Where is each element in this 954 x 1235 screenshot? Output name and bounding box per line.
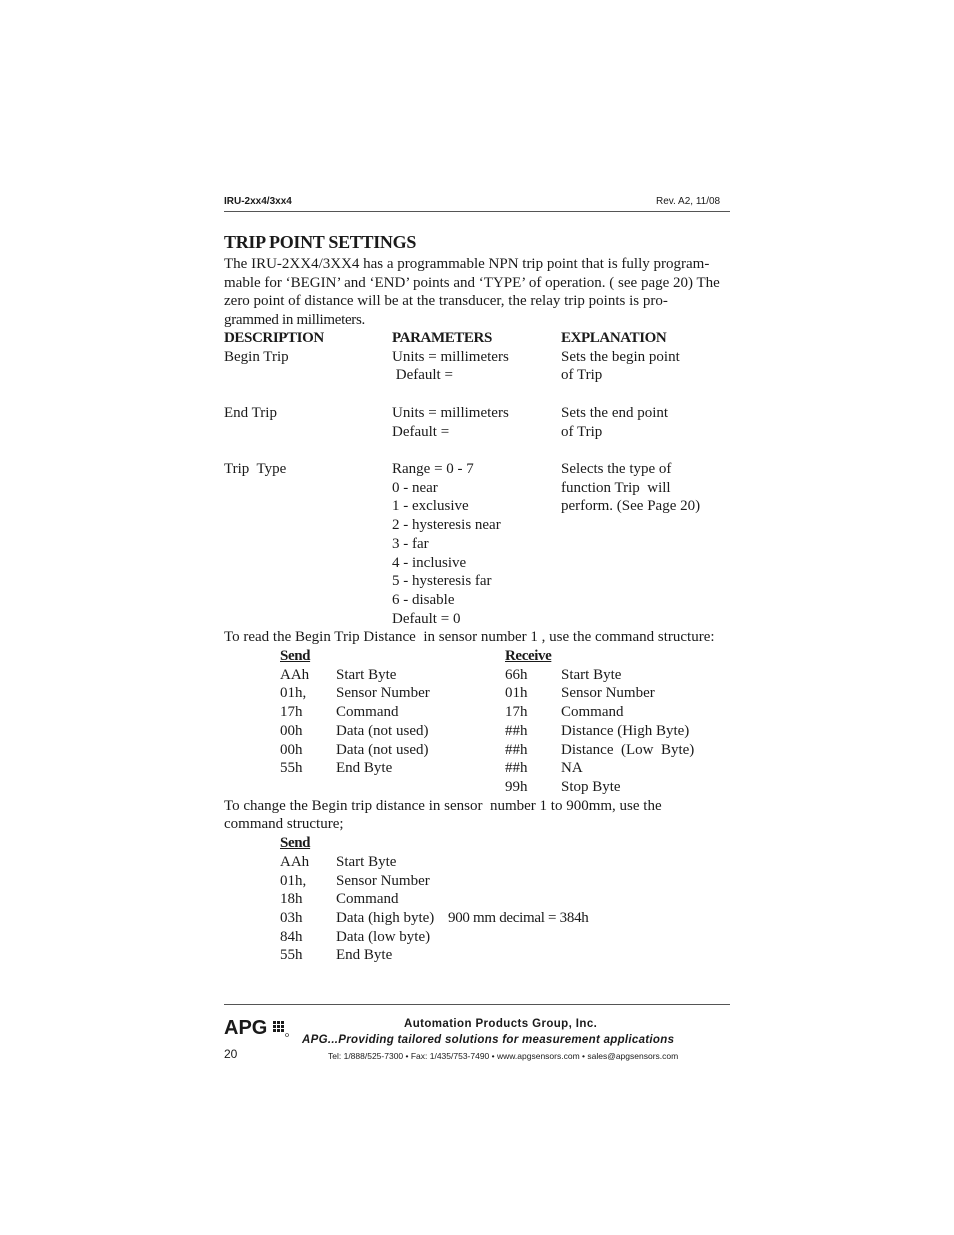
logo-text: APG: [224, 1017, 268, 1038]
section-title: TRIP POINT SETTINGS: [224, 232, 417, 252]
revision: Rev. A2, 11/08: [656, 196, 721, 207]
row-begin-expl: Sets the begin point: [561, 349, 680, 365]
row-begin-expl: of Trip: [561, 367, 603, 383]
company-name: Automation Products Group, Inc.: [404, 1018, 598, 1030]
intro-line: The IRU-2XX4/3XX4 has a programmable NPN trip point that is fully program-: [224, 256, 710, 272]
send-code: 03h: [280, 910, 303, 926]
row-type-expl: function Trip will: [561, 480, 671, 496]
receive-meaning: NA: [561, 760, 583, 776]
send-meaning: End Byte: [336, 947, 393, 963]
receive-meaning: Command: [561, 704, 624, 720]
row-type-param: 6 - disable: [392, 592, 455, 608]
send-code: 55h: [280, 947, 303, 963]
send-code: AAh: [280, 667, 310, 683]
receive-meaning: Stop Byte: [561, 779, 621, 795]
conversion-note: 900 mm decimal = 384h: [448, 910, 589, 926]
row-type-param: 4 - inclusive: [392, 555, 467, 571]
send-meaning: Command: [336, 891, 399, 907]
send-code: 55h: [280, 760, 303, 776]
send-code: 01h,: [280, 873, 307, 889]
row-type-expl: Selects the type of: [561, 461, 672, 477]
col-header-description: DESCRIPTION: [224, 330, 324, 346]
row-type-param: Range = 0 - 7: [392, 461, 474, 477]
send-label: Send: [280, 835, 311, 851]
tagline: APG...Providing tailored solutions for measurement applications: [302, 1034, 675, 1046]
row-end-expl: of Trip: [561, 424, 603, 440]
receive-code: ##h: [505, 723, 528, 739]
receive-meaning: Distance (Low Byte): [561, 742, 695, 758]
row-type-param: 2 - hysteresis near: [392, 517, 501, 533]
page-number: 20: [224, 1047, 238, 1061]
receive-label: Receive: [505, 648, 552, 664]
header-rule: [224, 211, 730, 212]
row-end-param: Units = millimeters: [392, 405, 509, 421]
send-code: 01h,: [280, 685, 307, 701]
send-meaning: Start Byte: [336, 667, 397, 683]
receive-meaning: Sensor Number: [561, 685, 655, 701]
receive-code: ##h: [505, 760, 528, 776]
col-header-parameters: PARAMETERS: [392, 330, 492, 346]
apg-logo-mark: [224, 1016, 292, 1038]
receive-code: 01h: [505, 685, 528, 701]
receive-code: 99h: [505, 779, 528, 795]
contact-info: Tel: 1/888/525-7300 • Fax: 1/435/753-7490 • www.apgsensors.com • sales@apgsensors.com: [328, 1051, 679, 1061]
footer-rule: [224, 1004, 730, 1005]
receive-code: ##h: [505, 742, 528, 758]
row-type-desc: Trip Type: [224, 461, 287, 477]
send-code: 00h: [280, 742, 303, 758]
row-type-param: 1 - exclusive: [392, 498, 469, 514]
intro-line: mable for ‘BEGIN’ and ‘END’ points and ‘TYPE’ of operation. ( see page 20) The: [224, 275, 720, 291]
receive-code: 66h: [505, 667, 528, 683]
send-meaning: Data (high byte): [336, 910, 435, 926]
send-code: 84h: [280, 929, 303, 945]
intro-line: grammed in millimeters.: [224, 312, 365, 328]
send-meaning: Data (not used): [336, 723, 429, 739]
send-meaning: Data (not used): [336, 742, 429, 758]
change-intro: To change the Begin trip distance in sensor number 1 to 900mm, use the: [224, 798, 662, 814]
row-begin-desc: Begin Trip: [224, 349, 289, 365]
row-type-param: 3 - far: [392, 536, 429, 552]
receive-meaning: Start Byte: [561, 667, 622, 683]
row-type-expl: perform. (See Page 20): [561, 498, 701, 514]
row-type-param: 0 - near: [392, 480, 438, 496]
receive-code: 17h: [505, 704, 528, 720]
send-code: AAh: [280, 854, 310, 870]
send-meaning: Sensor Number: [336, 685, 430, 701]
change-intro: command structure;: [224, 816, 344, 832]
send-code: 00h: [280, 723, 303, 739]
read-intro: To read the Begin Trip Distance in sensor number 1 , use the command structure:: [224, 629, 715, 645]
apg-logo: [224, 1016, 292, 1043]
send-meaning: Data (low byte): [336, 929, 431, 945]
receive-meaning: Distance (High Byte): [561, 723, 690, 739]
doc-id: IRU-2xx4/3xx4: [224, 196, 292, 207]
row-type-param: 5 - hysteresis far: [392, 573, 492, 589]
send-meaning: End Byte: [336, 760, 393, 776]
send-meaning: Sensor Number: [336, 873, 430, 889]
intro-line: zero point of distance will be at the transducer, the relay trip points is pro-: [224, 293, 668, 309]
col-header-explanation: EXPLANATION: [561, 330, 667, 346]
row-begin-param: Units = millimeters: [392, 349, 509, 365]
send-code: 18h: [280, 891, 303, 907]
row-end-desc: End Trip: [224, 405, 277, 421]
row-begin-param: Default =: [392, 367, 453, 383]
send-code: 17h: [280, 704, 303, 720]
row-type-param: Default = 0: [392, 611, 461, 627]
row-end-param: Default =: [392, 424, 450, 440]
row-end-expl: Sets the end point: [561, 405, 669, 421]
send-meaning: Command: [336, 704, 399, 720]
send-meaning: Start Byte: [336, 854, 397, 870]
send-label: Send: [280, 648, 311, 664]
